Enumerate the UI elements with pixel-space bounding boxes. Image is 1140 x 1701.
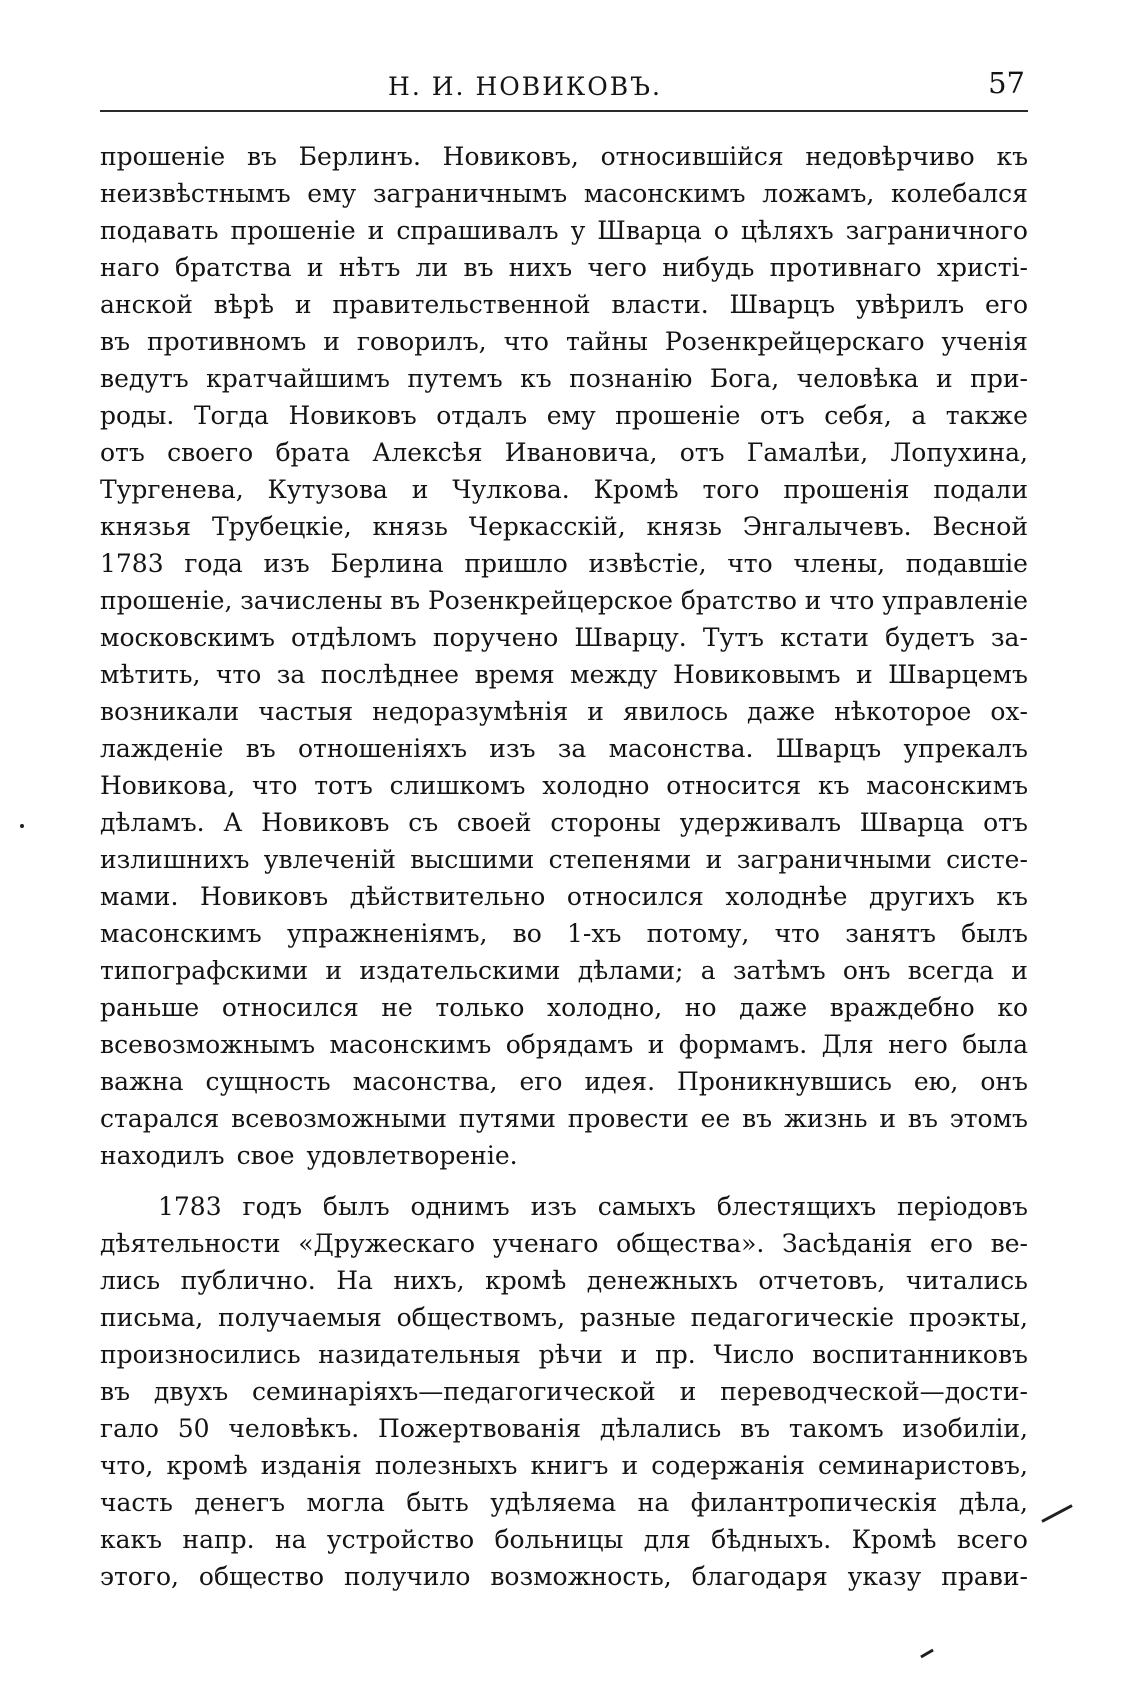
text-line: анской вѣрѣ и правительственной власти. Шварцъ увѣрилъ его — [100, 290, 1028, 319]
text-line: наго братства и нѣтъ ли въ нихъ чего нибудь противнаго христі- — [100, 253, 1028, 282]
text-line: князья Трубецкіе, князь Черкасскій, князь Энгалычевъ. Весной — [100, 512, 1028, 541]
text-line: мами. Новиковъ дѣйствительно относился холоднѣе другихъ къ — [100, 882, 1028, 911]
text-line: Новикова, что тотъ слишкомъ холодно относится къ масонскимъ — [100, 771, 1028, 800]
text-line: излишнихъ увлеченій высшими степенями и заграничными систе- — [100, 845, 1028, 874]
text-line: какъ напр. на устройство больницы для бѣдныхъ. Кромѣ всего — [100, 1525, 1028, 1554]
text-line: масонскимъ упражненіямъ, во 1-хъ потому, что занятъ былъ — [100, 919, 1028, 948]
text-line: лажденіе въ отношеніяхъ изъ за масонства. Шварцъ упрекалъ — [100, 734, 1028, 763]
text-line: подавать прошеніе и спрашивалъ у Шварца о цѣляхъ заграничного — [100, 216, 1028, 245]
ink-speck — [20, 824, 24, 828]
paragraph-gap — [100, 1174, 1028, 1188]
text-line: 1783 года изъ Берлина пришло извѣстіе, что члены, подавшіе — [100, 549, 1028, 578]
text-line: старался всевозможными путями провести ее въ жизнь и въ этомъ — [100, 1104, 1028, 1133]
page-number: 57 — [988, 66, 1025, 100]
text-line: находилъ свое удовлетвореніе. — [100, 1141, 518, 1170]
text-line: лись публично. На нихъ, кромѣ денежныхъ отчетовъ, читались — [100, 1266, 1028, 1295]
text-line: мѣтить, что за послѣднее время между Новиковымъ и Шварцемъ — [100, 660, 1028, 689]
text-line: гало 50 человѣкъ. Пожертвованія дѣлались въ такомъ изобиліи, — [100, 1414, 1028, 1443]
text-line: дѣятельности «Дружескаго ученаго общества». Засѣданія его ве- — [100, 1229, 1028, 1258]
text-line: важна сущность масонства, его идея. Проникнувшись ею, онъ — [100, 1067, 1028, 1096]
text-line: отъ своего брата Алексѣя Ивановича, отъ Гамалѣи, Лопухина, — [100, 438, 1028, 467]
text-line: 1783 годъ былъ однимъ изъ самыхъ блестящихъ періодовъ — [158, 1192, 1028, 1221]
text-line: раньше относился не только холодно, но даже враждебно ко — [100, 993, 1028, 1022]
text-line: прошеніе въ Берлинъ. Новиковъ, относившійся недовѣрчиво къ — [100, 142, 1028, 171]
text-line: прошеніе, зачислены въ Розенкрейцерское братство и что управленіе — [100, 586, 1028, 615]
text-line: дѣламъ. А Новиковъ съ своей стороны удерживалъ Шварца отъ — [100, 808, 1028, 837]
text-line: этого, общество получило возможность, благодаря указу прави- — [100, 1562, 1028, 1591]
text-line: ведутъ кратчайшимъ путемъ къ познанію Бога, человѣка и при- — [100, 364, 1028, 393]
text-line: что, кромѣ изданія полезныхъ книгъ и содержанія семинаристовъ, — [100, 1451, 1028, 1480]
text-line: произносились назидательныя рѣчи и пр. Число воспитанниковъ — [100, 1340, 1028, 1369]
text-line: всевозможнымъ масонскимъ обрядамъ и формамъ. Для него была — [100, 1030, 1028, 1059]
body-text — [100, 138, 1028, 1595]
text-line: типографскими и издательскими дѣлами; а затѣмъ онъ всегда и — [100, 956, 1028, 985]
text-line: Тургенева, Кутузова и Чулкова. Кромѣ того прошенія подали — [100, 475, 1028, 504]
running-title: Н. И. НОВИКОВЪ. — [388, 72, 662, 101]
header-rule — [100, 110, 1028, 112]
text-line: неизвѣстнымъ ему заграничнымъ масонскимъ ложамъ, колебался — [100, 179, 1028, 208]
ink-speck — [920, 1649, 934, 1659]
text-line: московскимъ отдѣломъ поручено Шварцу. Тутъ кстати будетъ за- — [100, 623, 1028, 652]
text-line: въ двухъ семинаріяхъ—педагогической и переводческой—дости- — [100, 1377, 1028, 1406]
text-line: письма, получаемыя обществомъ, разные педагогическіе проэкты, — [100, 1303, 1028, 1332]
ink-speck — [1041, 1504, 1072, 1523]
text-line: въ противномъ и говорилъ, что тайны Розенкрейцерскаго ученія — [100, 327, 1028, 356]
text-line: возникали частыя недоразумѣнія и явилось даже нѣкоторое ох- — [100, 697, 1028, 726]
text-line: роды. Тогда Новиковъ отдалъ ему прошеніе отъ себя, а также — [100, 401, 1028, 430]
text-line: часть денегъ могла быть удѣляема на филантропическія дѣла, — [100, 1488, 1028, 1517]
